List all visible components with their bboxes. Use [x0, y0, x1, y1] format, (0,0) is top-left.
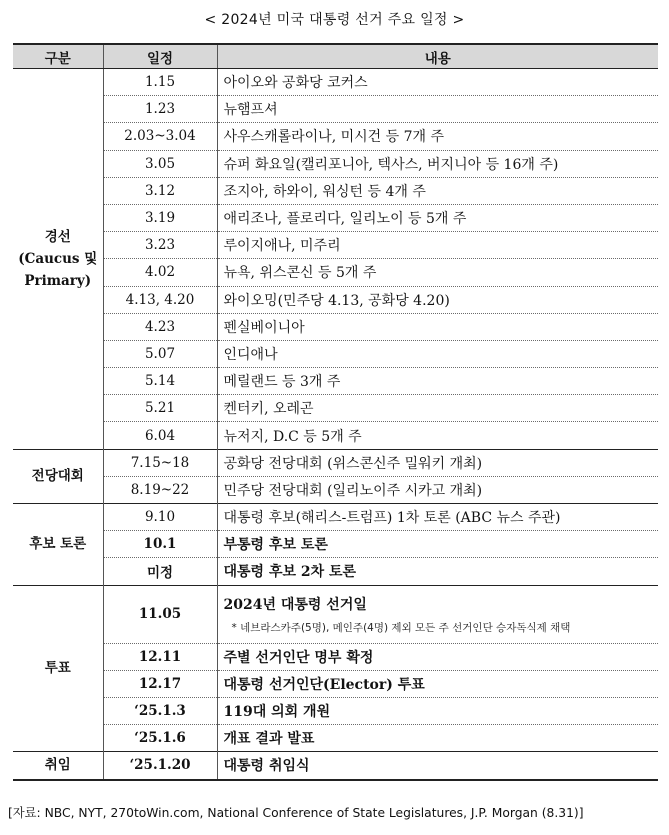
row-date: 3.23 — [103, 232, 217, 259]
category-debate: 후보 토론 — [13, 504, 103, 586]
row-date: 7.15~18 — [103, 449, 217, 476]
row-content: 켄터키, 오레곤 — [217, 395, 658, 422]
table-row — [13, 286, 658, 313]
table-row — [13, 643, 658, 670]
row-content: 주별 선거인단 명부 확정 — [217, 643, 658, 670]
row-content: 펜실베이니아 — [217, 313, 658, 340]
row-content: 민주당 전당대회 (일리노이주 시카고 개최) — [217, 476, 658, 503]
table-row — [13, 177, 658, 204]
table-row — [13, 449, 658, 476]
row-date: 1.23 — [103, 96, 217, 123]
table-row — [13, 752, 658, 780]
category-primary: 경선 (Caucus 및 Primary) — [13, 69, 103, 450]
row-content: 뉴저지, D.C 등 5개 주 — [217, 422, 658, 449]
row-date: 2.03~3.04 — [103, 123, 217, 150]
header-content: 내용 — [217, 44, 658, 69]
row-date: 10.1 — [103, 531, 217, 558]
table-row — [13, 96, 658, 123]
category-inauguration: 취임 — [13, 752, 103, 780]
table-row — [13, 504, 658, 531]
table-row — [13, 422, 658, 449]
row-date: 9.10 — [103, 504, 217, 531]
row-content — [217, 585, 658, 643]
row-date: 1.15 — [103, 69, 217, 96]
table-row — [13, 232, 658, 259]
election-day-label: 2024년 대통령 선거일 — [223, 596, 367, 613]
row-content: 아이오와 공화당 코커스 — [217, 69, 658, 96]
category-convention: 전당대회 — [13, 449, 103, 503]
row-content: 뉴욕, 위스콘신 등 5개 주 — [217, 259, 658, 286]
row-date: 12.11 — [103, 643, 217, 670]
row-content: 대통령 선거인단(Elector) 투표 — [217, 670, 658, 697]
table-row — [13, 340, 658, 367]
table-row — [13, 558, 658, 585]
page-title: < 2024년 미국 대통령 선거 주요 일정 > — [204, 12, 465, 28]
row-date: 4.13, 4.20 — [103, 286, 217, 313]
row-date: 12.17 — [103, 670, 217, 697]
category-vote: 투표 — [13, 585, 103, 752]
row-date: 5.21 — [103, 395, 217, 422]
row-content: 애리조나, 플로리다, 일리노이 등 5개 주 — [217, 204, 658, 231]
table-row — [13, 150, 658, 177]
table-row — [13, 204, 658, 231]
row-content: 인디애나 — [217, 340, 658, 367]
row-date: 3.05 — [103, 150, 217, 177]
election-schedule-table — [13, 43, 658, 781]
row-date: 5.07 — [103, 340, 217, 367]
table-row — [13, 725, 658, 752]
row-content: 사우스캐롤라이나, 미시건 등 7개 주 — [217, 123, 658, 150]
row-date: 8.19~22 — [103, 476, 217, 503]
row-content: 대통령 후보 2차 토론 — [217, 558, 658, 585]
table-header-row — [13, 44, 658, 69]
table-row — [13, 123, 658, 150]
table-row — [13, 670, 658, 697]
row-content: 119대 의회 개원 — [217, 697, 658, 724]
row-date: ‘25.1.3 — [103, 697, 217, 724]
table-row — [13, 259, 658, 286]
row-content: 뉴햄프셔 — [217, 96, 658, 123]
table-row — [13, 531, 658, 558]
header-category: 구분 — [13, 44, 103, 69]
row-content: 공화당 전당대회 (위스콘신주 밀워키 개최) — [217, 449, 658, 476]
row-date: 11.05 — [103, 585, 217, 643]
row-content: 와이오밍(민주당 4.13, 공화당 4.20) — [217, 286, 658, 313]
row-date: 3.12 — [103, 177, 217, 204]
row-content: 슈퍼 화요일(캘리포니아, 텍사스, 버지니아 등 16개 주) — [217, 150, 658, 177]
row-content: 조지아, 하와이, 워싱턴 등 4개 주 — [217, 177, 658, 204]
table-row — [13, 69, 658, 96]
table-row — [13, 585, 658, 643]
row-date: 3.19 — [103, 204, 217, 231]
table-row — [13, 697, 658, 724]
row-content: 대통령 후보(해리스-트럼프) 1차 토론 (ABC 뉴스 주관) — [217, 504, 658, 531]
table-row — [13, 476, 658, 503]
row-date: 6.04 — [103, 422, 217, 449]
row-date: 미정 — [103, 558, 217, 585]
row-content: 부통령 후보 토론 — [217, 531, 658, 558]
table-row — [13, 368, 658, 395]
row-date: 4.23 — [103, 313, 217, 340]
table-row — [13, 313, 658, 340]
row-content: 메릴랜드 등 3개 주 — [217, 368, 658, 395]
header-date: 일정 — [103, 44, 217, 69]
row-content: 대통령 취임식 — [217, 752, 658, 780]
row-date: ‘25.1.6 — [103, 725, 217, 752]
row-date: 4.02 — [103, 259, 217, 286]
table-row — [13, 395, 658, 422]
source-citation: [자료: NBC, NYT, 270toWin.com, National Conference of State Legislatures, J.P. Morgan (8.31)] — [8, 806, 584, 820]
row-date: 5.14 — [103, 368, 217, 395]
row-content: 개표 결과 발표 — [217, 725, 658, 752]
row-content: 루이지애나, 미주리 — [217, 232, 658, 259]
election-day-note: * 네브라스카주(5명), 메인주(4명) 제외 모든 주 선거인단 승자독식제 채택 — [231, 621, 571, 634]
row-date: ‘25.1.20 — [103, 752, 217, 780]
